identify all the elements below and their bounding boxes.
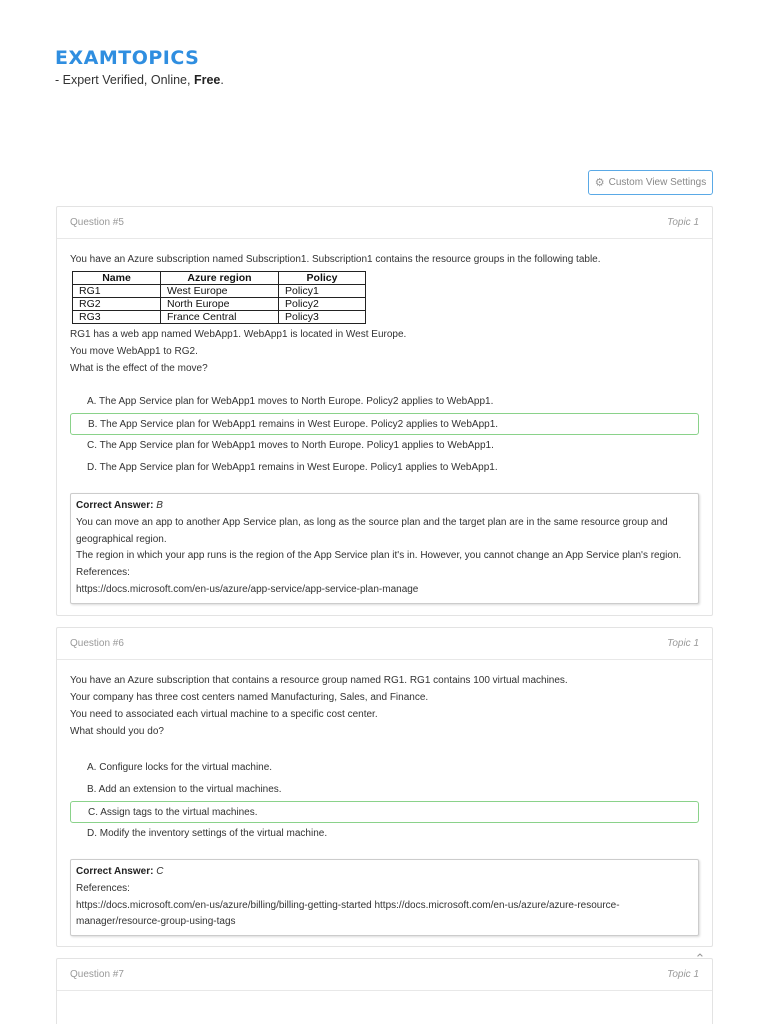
reference-link[interactable]: https://docs.microsoft.com/en-us/azure/billing/billing-getting-started https://docs.microsoft.com/en-us/azure/azure-resource- bbox=[76, 899, 620, 911]
table-header-row bbox=[73, 272, 366, 285]
table-cell: Policy1 bbox=[279, 285, 366, 298]
correct-answer-label: Correct Answer: bbox=[76, 500, 154, 511]
table-cell: West Europe bbox=[161, 285, 279, 298]
choice-list bbox=[70, 757, 699, 845]
choice-d[interactable]: D. The App Service plan for WebApp1 remains in West Europe. Policy1 applies to WebApp1. bbox=[87, 462, 498, 473]
tagline bbox=[55, 73, 224, 87]
table-row bbox=[73, 311, 366, 324]
table-header: Azure region bbox=[161, 272, 279, 285]
question-header bbox=[57, 628, 712, 660]
question-topic: Topic 1 bbox=[667, 217, 699, 228]
tagline-prefix: - Expert Verified, Online, bbox=[55, 73, 194, 87]
question-number: Question #6 bbox=[70, 638, 124, 649]
question-number: Question #7 bbox=[70, 969, 124, 980]
explanation-text: geographical region. bbox=[76, 533, 167, 545]
question-header bbox=[57, 207, 712, 239]
table-cell: France Central bbox=[161, 311, 279, 324]
chevron-up-icon[interactable]: ⌃ bbox=[694, 951, 706, 966]
resource-group-table bbox=[72, 271, 366, 324]
question-card-7 bbox=[56, 958, 713, 1024]
reference-link[interactable]: https://docs.microsoft.com/en-us/azure/app-service/app-service-plan-manage bbox=[76, 583, 419, 595]
reference-link[interactable]: manager/resource-group-using-tags bbox=[76, 916, 236, 928]
question-text: You need to associated each virtual machine to a specific cost center. bbox=[70, 709, 378, 720]
explanation-text: References: bbox=[76, 882, 130, 894]
choice-c[interactable]: C. The App Service plan for WebApp1 moves to North Europe. Policy1 applies to WebApp1. bbox=[87, 440, 494, 451]
custom-view-settings-button[interactable] bbox=[588, 170, 713, 195]
choice-d[interactable]: D. Modify the inventory settings of the virtual machine. bbox=[87, 828, 328, 839]
choice-c-correct[interactable]: C. Assign tags to the virtual machines. bbox=[70, 801, 699, 823]
tagline-bold: Free bbox=[193, 73, 221, 87]
table-header: Name bbox=[73, 272, 161, 285]
table-row bbox=[73, 298, 366, 311]
settings-button-label: Custom View Settings bbox=[608, 177, 707, 188]
table-header: Policy bbox=[279, 272, 366, 285]
question-text: RG1 has a web app named WebApp1. WebApp1 is located in West Europe. bbox=[70, 329, 407, 340]
correct-answer-line bbox=[76, 498, 693, 515]
choice-a[interactable]: A. Configure locks for the virtual machine. bbox=[87, 762, 273, 773]
explanation-text: References: bbox=[76, 567, 130, 579]
correct-answer-label: Correct Answer: bbox=[76, 866, 154, 877]
explanation-text: The region in which your app runs is the region of the App Service plan it's in. However, you cannot change an App Service plan's region. bbox=[76, 550, 682, 562]
question-text: You have an Azure subscription named Subscription1. Subscription1 contains the resource groups in the following table. bbox=[70, 254, 601, 265]
choice-list bbox=[70, 391, 699, 479]
question-text: You move WebApp1 to RG2. bbox=[70, 346, 198, 357]
question-text: You have an Azure subscription that contains a resource group named RG1. RG1 contains 100 virtual machines. bbox=[70, 675, 568, 686]
examtopics-logo[interactable] bbox=[55, 47, 199, 69]
correct-answer-line bbox=[76, 864, 693, 881]
question-text: What should you do? bbox=[70, 726, 164, 737]
table-cell: North Europe bbox=[161, 298, 279, 311]
table-cell: RG1 bbox=[73, 285, 161, 298]
question-text: What is the effect of the move? bbox=[70, 363, 208, 374]
correct-answer-value: B bbox=[156, 500, 163, 511]
explanation-text: You can move an app to another App Service plan, as long as the source plan and the target plan are in the same resource group and bbox=[76, 516, 668, 528]
table-cell: RG2 bbox=[73, 298, 161, 311]
question-header bbox=[57, 959, 712, 991]
question-text: Your company has three cost centers named Manufacturing, Sales, and Finance. bbox=[70, 692, 429, 703]
table-cell: Policy2 bbox=[279, 298, 366, 311]
question-topic: Topic 1 bbox=[667, 969, 699, 980]
question-topic: Topic 1 bbox=[667, 638, 699, 649]
question-card-5 bbox=[56, 206, 713, 616]
correct-answer-value: C bbox=[156, 866, 164, 877]
correct-answer-box bbox=[70, 859, 699, 936]
table-cell: RG3 bbox=[73, 311, 161, 324]
question-number: Question #5 bbox=[70, 217, 124, 228]
correct-answer-box bbox=[70, 493, 699, 604]
tagline-suffix: . bbox=[220, 73, 224, 87]
choice-a[interactable]: A. The App Service plan for WebApp1 moves to North Europe. Policy2 applies to WebApp1. bbox=[87, 396, 494, 407]
table-row bbox=[73, 285, 366, 298]
choice-b-correct[interactable]: B. The App Service plan for WebApp1 remains in West Europe. Policy2 applies to WebApp1. bbox=[70, 413, 699, 435]
logo-text: EXAMTOPICS bbox=[55, 47, 200, 69]
question-card-6 bbox=[56, 627, 713, 947]
table-cell: Policy3 bbox=[279, 311, 366, 324]
gear-icon: ⚙ bbox=[594, 177, 605, 189]
choice-b[interactable]: B. Add an extension to the virtual machines. bbox=[87, 784, 282, 795]
